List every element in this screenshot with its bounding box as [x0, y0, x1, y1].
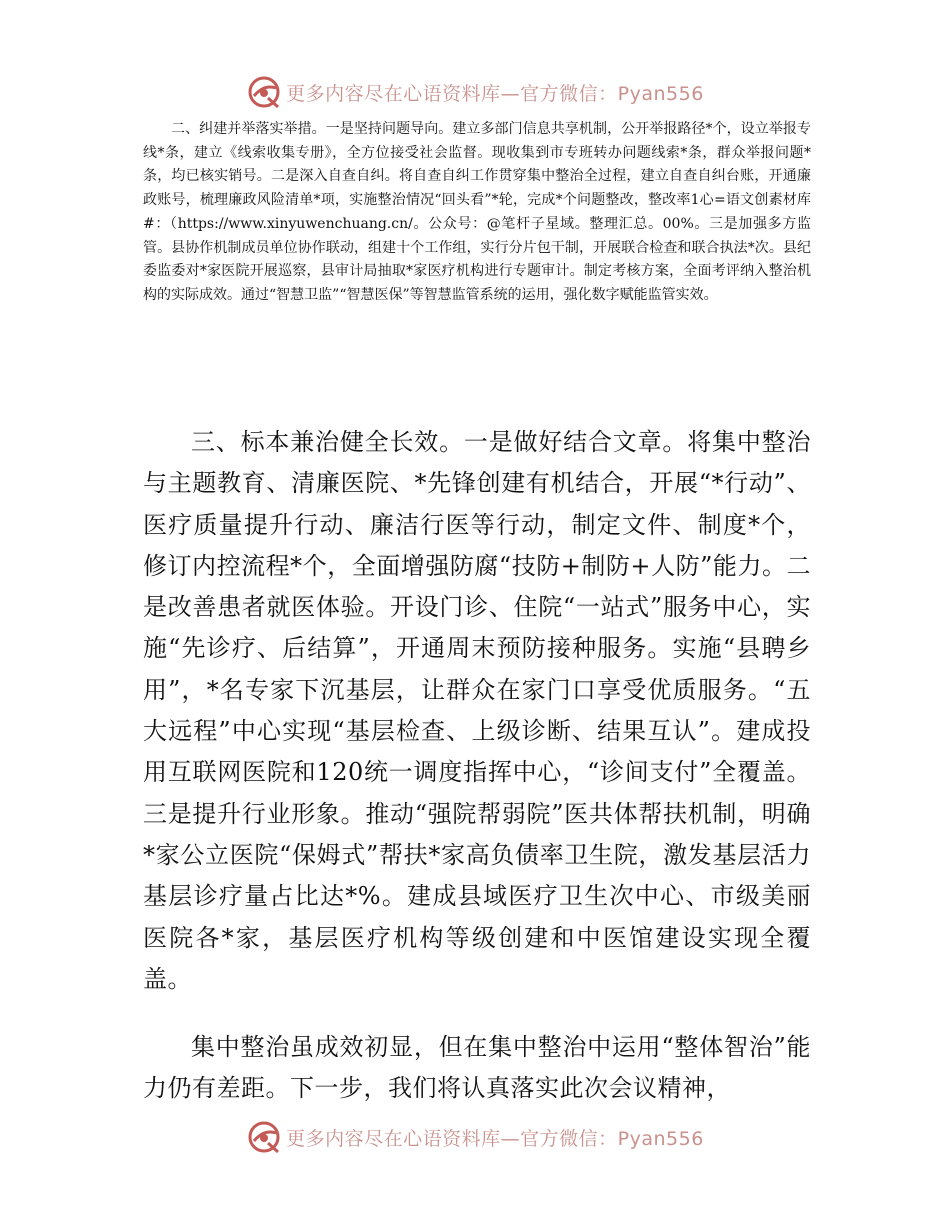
- paragraph-2: 二、纠建并举落实举措。一是坚持问题导向。建立多部门信息共享机制，公开举报路径*个，设立举报专线*条，建立《线索收集专册》，全方位接受社会监督。现收集到市专班转办问题线索*条，群众举报问题*条，均已核实销号。二是深入自查自纠。将自查自纠工作贯穿集中整治全过程，建立自查自纠台账，开通廉政账号，梳理廉政风险清单*项，实施整治情况“回头看”*轮，完成*个问题整改，整改率1心=语文创素材库#：（https://www.xinyuwenchuang.cn/。公众号：@笔杆子星域。整理汇总。00%。三是加强多方监管。县协作机制成员单位协作联动，组建十个工作组，实行分片包干制，开展联合检查和联合执法*次。县纪委监委对*家医院开展巡察，县审计局抽取*家医疗机构进行专题审计。制定考核方案，全面考评纳入整治机构的实际成效。通过“智慧卫监”“智慧医保”等智慧监管系统的运用，强化数字赋能监管实效。: [143, 121, 811, 303]
- paragraph-3: 三、标本兼治健全长效。一是做好结合文章。将集中整治与主题教育、清廉医院、*先锋创建有机结合，开展“*行动”、医疗质量提升行动、廉洁行医等行动，制定文件、制度*个，修订内控流程*个，全面增强防腐“技防+制防+人防”能力。二是改善患者就医体验。开设门诊、住院“一站式”服务中心，实施“先诊疗、后结算”，开通周末预防接种服务。实施“县聘乡用”，*名专家下沉基层，让群众在家门口享受优质服务。“五大远程”中心实现“基层检查、上级诊断、结果互认”。建成投用互联网医院和120统一调度指挥中心，“诊间支付”全覆盖。三是提升行业形象。推动“强院帮弱院”医共体帮扶机制，明确*家公立医院“保姆式”帮扶*家高负债率卫生院，激发基层活力基层诊疗量占比达*%。建成县域医疗卫生次中心、市级美丽医院各*家，基层医疗机构等级创建和中医馆建设实现全覆盖。: [143, 428, 811, 993]
- red-circle-logo-icon: [246, 74, 282, 110]
- header-banner: [0, 72, 950, 112]
- footer-banner-text: 更多内容尽在心语资料库—官方微信：Pyan556: [286, 1127, 704, 1150]
- paragraph-4: 集中整治虽成效初显，但在集中整治中运用“整体智治”能力仍有差距。下一步，我们将认真落实此次会议精神，: [143, 1033, 811, 1103]
- footer-banner: [0, 1117, 950, 1157]
- header-banner-text: 更多内容尽在心语资料库—官方微信：Pyan556: [286, 82, 704, 105]
- red-circle-logo-icon: [246, 1119, 282, 1155]
